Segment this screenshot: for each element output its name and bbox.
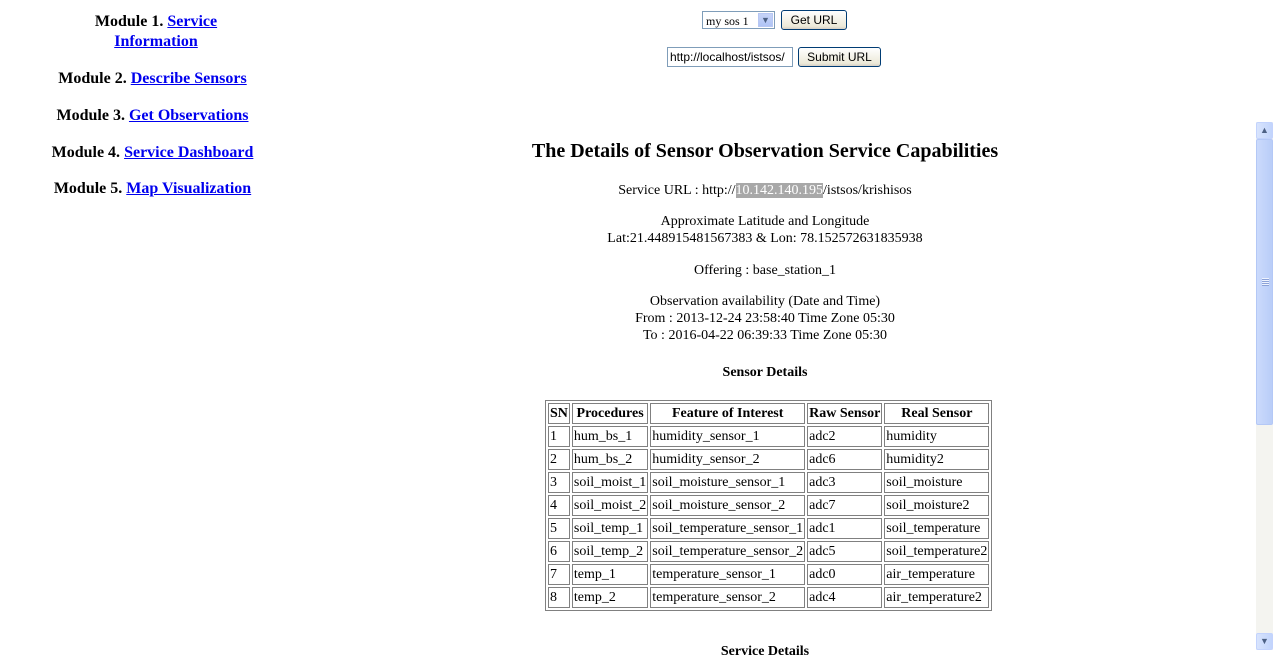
- module-3-link[interactable]: Get Observations: [128, 107, 249, 124]
- table-row: 5 soil_temp_1 soil_temperature_sensor_1 adc1 soil_temperature: [548, 518, 989, 539]
- module-2-link[interactable]: Describe Sensors: [130, 70, 247, 87]
- module-5-lead: Module 5.: [53, 180, 123, 197]
- col-sn: SN: [548, 403, 570, 424]
- col-real-sensor: Real Sensor: [884, 403, 989, 424]
- latlon-value: Lat:21.448915481567383 & Lon: 78.152572631835938: [607, 231, 923, 246]
- table-row: 4 soil_moist_2 soil_moisture_sensor_2 adc7 soil_moisture2: [548, 495, 989, 516]
- module-4-link[interactable]: Service Dashboard: [124, 144, 254, 161]
- table-row: 7 temp_1 temperature_sensor_1 adc0 air_temperature: [548, 564, 989, 585]
- table-row: 1 hum_bs_1 humidity_sensor_1 adc2 humidity: [548, 426, 989, 447]
- table-row: 6 soil_temp_2 soil_temperature_sensor_2 adc5 soil_temperature2: [548, 541, 989, 562]
- url-input[interactable]: http://localhost/istsos/: [667, 47, 793, 67]
- availability-from: From : 2013-12-24 23:58:40 Time Zone 05:30: [635, 311, 895, 326]
- sos-select-value: my sos 1: [706, 14, 749, 28]
- availability-to: To : 2016-04-22 06:39:33 Time Zone 05:30: [642, 328, 888, 343]
- chevron-down-icon[interactable]: ▼: [758, 13, 773, 27]
- service-url: Service URL : http://10.142.140.195/istsos/krishisos: [618, 183, 912, 198]
- table-header-row: [548, 403, 989, 424]
- table-row: 8 temp_2 temperature_sensor_2 adc4 air_temperature2: [548, 587, 989, 608]
- grip-icon: [1262, 278, 1269, 286]
- page-title: The Details of Sensor Observation Service Capabilities: [531, 140, 999, 162]
- col-procedures: Procedures: [572, 403, 648, 424]
- module-2: [0, 69, 305, 89]
- module-3: [0, 106, 305, 126]
- module-5-link[interactable]: Map Visualization: [126, 180, 252, 197]
- table-row: 3 soil_moist_1 soil_moisture_sensor_1 adc3 soil_moisture: [548, 472, 989, 493]
- module-5: [0, 179, 305, 199]
- availability-heading: Observation availability (Date and Time): [649, 294, 881, 309]
- sensor-details-heading: Sensor Details: [722, 365, 808, 380]
- table-row: 2 hum_bs_2 humidity_sensor_2 adc6 humidity2: [548, 449, 989, 470]
- service-details-heading: Service Details: [720, 644, 810, 659]
- arrow-up-icon[interactable]: ▲: [1256, 122, 1273, 139]
- module-1: [60, 12, 252, 52]
- module-4: [0, 143, 305, 163]
- get-url-button[interactable]: Get URL: [781, 10, 847, 30]
- service-url-host: 10.142.140.195: [735, 183, 824, 198]
- col-feature-of-interest: Feature of Interest: [650, 403, 805, 424]
- module-1-link[interactable]: Service Information: [114, 13, 218, 50]
- vertical-scrollbar[interactable]: [1256, 122, 1273, 650]
- module-1-lead: Module 1.: [94, 13, 164, 30]
- sensor-details-table: [545, 400, 992, 611]
- latlon-heading: Approximate Latitude and Longitude: [660, 214, 870, 229]
- sos-select[interactable]: [702, 11, 775, 29]
- module-3-lead: Module 3.: [56, 107, 125, 124]
- module-4-lead: Module 4.: [51, 144, 121, 161]
- arrow-down-icon[interactable]: ▼: [1256, 633, 1273, 650]
- offering: Offering : base_station_1: [693, 263, 837, 278]
- scrollbar-thumb[interactable]: [1256, 139, 1273, 425]
- col-raw-sensor: Raw Sensor: [807, 403, 882, 424]
- module-2-lead: Module 2.: [58, 70, 127, 87]
- submit-url-button[interactable]: Submit URL: [798, 47, 881, 67]
